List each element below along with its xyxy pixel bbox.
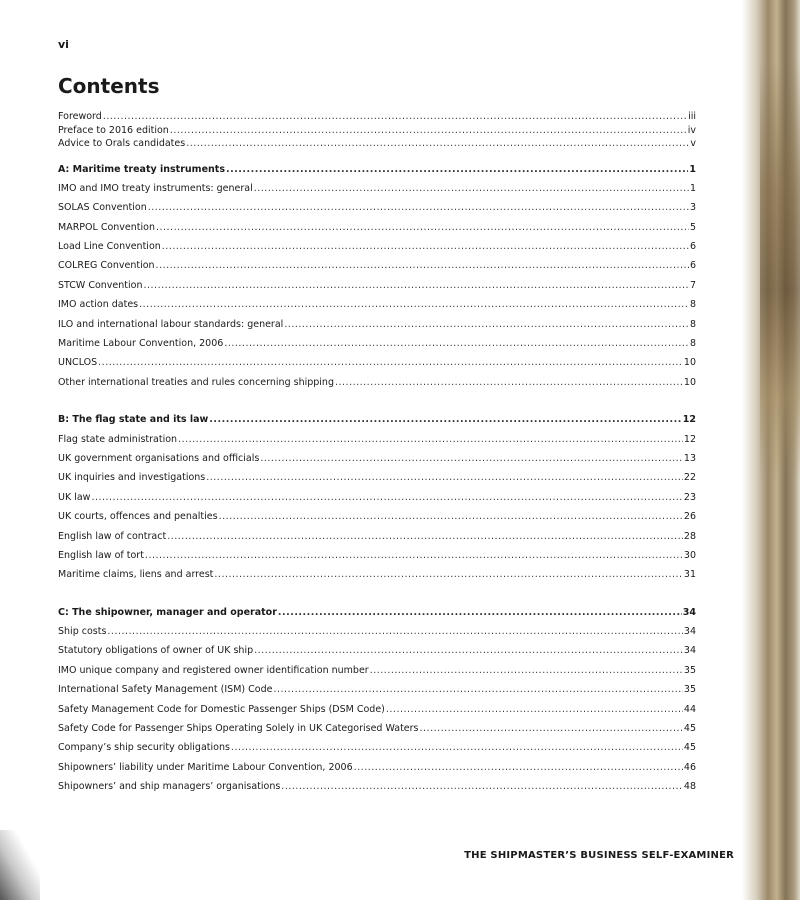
- toc-section-heading[interactable]: A: Maritime treaty instruments ..... 1: [58, 160, 696, 179]
- toc-entry[interactable]: Maritime Labour Convention, 2006 ..... 8: [58, 334, 696, 353]
- toc-entry[interactable]: Statutory obligations of owner of UK ship ..... 34: [58, 641, 696, 660]
- toc-entry[interactable]: Foreword ..... iii: [58, 110, 696, 124]
- toc-entry[interactable]: UNCLOS ..... 10: [58, 353, 696, 372]
- toc-entry[interactable]: Other international treaties and rules concerning shipping ..... 10: [58, 373, 696, 392]
- toc-entry[interactable]: Company’s ship security obligations ..... 45: [58, 738, 696, 757]
- toc-entry[interactable]: Maritime claims, liens and arrest ..... 31: [58, 565, 696, 584]
- corner-shadow: [0, 830, 40, 900]
- toc-entry[interactable]: International Safety Management (ISM) Code ..... 35: [58, 680, 696, 699]
- toc-entry[interactable]: ILO and international labour standards: general ..... 8: [58, 315, 696, 334]
- toc-entry[interactable]: SOLAS Convention ..... 3: [58, 198, 696, 217]
- toc-section-heading[interactable]: C: The shipowner, manager and operator ..... 34: [58, 603, 696, 622]
- toc-entry[interactable]: IMO action dates ..... 8: [58, 295, 696, 314]
- toc-entry[interactable]: Shipowners’ liability under Maritime Labour Convention, 2006 ..... 46: [58, 758, 696, 777]
- toc-entry[interactable]: UK inquiries and investigations ..... 22: [58, 468, 696, 487]
- toc-entry[interactable]: Preface to 2016 edition ..... iv: [58, 124, 696, 138]
- toc-entry[interactable]: Shipowners’ and ship managers’ organisations ..... 48: [58, 777, 696, 796]
- running-footer: THE SHIPMASTER’S BUSINESS SELF-EXAMINER: [464, 850, 734, 861]
- table-of-contents: [58, 110, 696, 797]
- toc-entry[interactable]: Safety Code for Passenger Ships Operating Solely in UK Categorised Waters ..... 45: [58, 719, 696, 738]
- toc-section-heading[interactable]: B: The flag state and its law ..... 12: [58, 410, 696, 429]
- toc-entry[interactable]: UK courts, offences and penalties ..... 26: [58, 507, 696, 526]
- toc-entry[interactable]: COLREG Convention ..... 6: [58, 256, 696, 275]
- page-number: vi: [58, 38, 69, 51]
- toc-entry[interactable]: English law of tort ..... 30: [58, 546, 696, 565]
- toc-entry[interactable]: Load Line Convention ..... 6: [58, 237, 696, 256]
- page-title: Contents: [58, 74, 160, 98]
- toc-entry[interactable]: Ship costs ..... 34: [58, 622, 696, 641]
- toc-entry[interactable]: UK law ..... 23: [58, 488, 696, 507]
- toc-entry[interactable]: Safety Management Code for Domestic Passenger Ships (DSM Code) ..... 44: [58, 700, 696, 719]
- toc-entry[interactable]: English law of contract ..... 28: [58, 527, 696, 546]
- toc-entry[interactable]: IMO and IMO treaty instruments: general ..... 1: [58, 179, 696, 198]
- toc-entry[interactable]: MARPOL Convention ..... 5: [58, 218, 696, 237]
- toc-entry[interactable]: STCW Convention ..... 7: [58, 276, 696, 295]
- toc-entry[interactable]: Flag state administration ..... 12: [58, 430, 696, 449]
- toc-entry[interactable]: IMO unique company and registered owner identification number ..... 35: [58, 661, 696, 680]
- toc-entry[interactable]: UK government organisations and officials ..... 13: [58, 449, 696, 468]
- toc-entry[interactable]: Advice to Orals candidates ..... v: [58, 137, 696, 151]
- page-edge-shadow-dark: [760, 60, 800, 480]
